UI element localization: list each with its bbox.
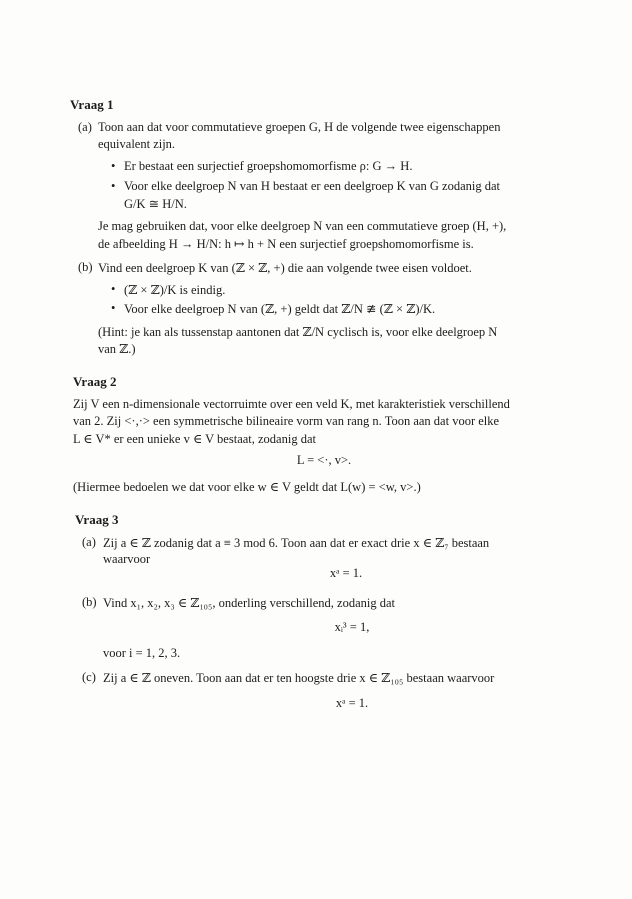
q1-b-bullet-1: • (ℤ × ℤ)/K is eindig. bbox=[124, 282, 225, 298]
q1-a-note-line1: Je mag gebruiken dat, voor elke deelgroep N van een commutatieve groep (H, +), bbox=[98, 219, 507, 233]
q3-b-label: (b) bbox=[82, 595, 97, 609]
q2-formula: L = <·, v>. bbox=[296, 453, 352, 467]
question-1-title: Vraag 1 bbox=[70, 97, 114, 112]
q1-b-bullet-2: • Voor elke deelgroep N van (ℤ, +) geldt dat ℤ/N ≇ (ℤ × ℤ)/K. bbox=[124, 301, 435, 317]
q3-c-formula: xᵃ = 1. bbox=[335, 696, 369, 710]
q1-a-label: (a) bbox=[78, 120, 92, 134]
q1-a-text-line1: Toon aan dat voor commutatieve groepen G, H de volgende twee eigenschappen bbox=[98, 120, 501, 134]
q3-a-text-line1: Zij a ∈ ℤ zodanig dat a ≡ 3 mod 6. Toon aan dat er exact drie x ∈ ℤ₇ bestaan bbox=[103, 536, 490, 550]
q3-b-text-line2: voor i = 1, 2, 3. bbox=[103, 646, 181, 660]
q3-a-label: (a) bbox=[82, 535, 96, 549]
q1-a-bullet-2: • Voor elke deelgroep N van H bestaat er een deelgroep K van G zodanig dat bbox=[124, 179, 500, 194]
q3-a-formula: xᵃ = 1. bbox=[329, 566, 363, 580]
q3-c-label: (c) bbox=[82, 670, 96, 684]
q2-text-line1: Zij V een n-dimensionale vectorruimte over een veld K, met karakteristiek verschillend bbox=[73, 397, 510, 411]
q1-b-hint-line2: van ℤ.) bbox=[98, 342, 136, 356]
q1-a-text-line2: equivalent zijn. bbox=[98, 137, 176, 151]
q1-a-note-line2: de afbeelding H → H/N: h ↦ h + N een surjectief groepshomomorfisme is. bbox=[98, 237, 474, 251]
q1-b-text: Vind een deelgroep K van (ℤ × ℤ, +) die aan volgende twee eisen voldoet. bbox=[98, 261, 472, 275]
q2-text-line3: L ∈ V* er een unieke v ∈ V bestaat, zodanig dat bbox=[73, 432, 316, 446]
q3-b-text-line1: Vind x₁, x₂, x₃ ∈ ℤ₁₀₅, onderling verschillend, zodanig dat bbox=[103, 596, 395, 610]
q1-a-bullet-2-cont: G/K ≅ H/N. bbox=[124, 197, 187, 211]
q3-c-text-line1: Zij a ∈ ℤ oneven. Toon aan dat er ten hoogste drie x ∈ ℤ₁₀₅ bestaan waarvoor bbox=[103, 671, 495, 685]
q2-text-line4: (Hiermee bedoelen we dat voor elke w ∈ V geldt dat L(w) = <w, v>.) bbox=[73, 480, 421, 494]
q1-b-hint-line1: (Hint: je kan als tussenstap aantonen dat ℤ/N cyclisch is, voor elke deelgroep N bbox=[98, 325, 498, 339]
q3-a-text-line2: waarvoor bbox=[103, 552, 151, 566]
q1-a-bullet-1: • Er bestaat een surjectief groepshomomorfisme ρ: G → H. bbox=[124, 159, 412, 174]
question-2-title: Vraag 2 bbox=[73, 374, 117, 389]
q2-text-line2: van 2. Zij <·,·> een symmetrische bilineaire vorm van rang n. Toon aan dat voor elke bbox=[73, 414, 500, 428]
q1-b-label: (b) bbox=[78, 260, 93, 274]
question-3-title: Vraag 3 bbox=[75, 512, 119, 527]
q3-b-formula: xᵢ³ = 1, bbox=[334, 620, 370, 634]
